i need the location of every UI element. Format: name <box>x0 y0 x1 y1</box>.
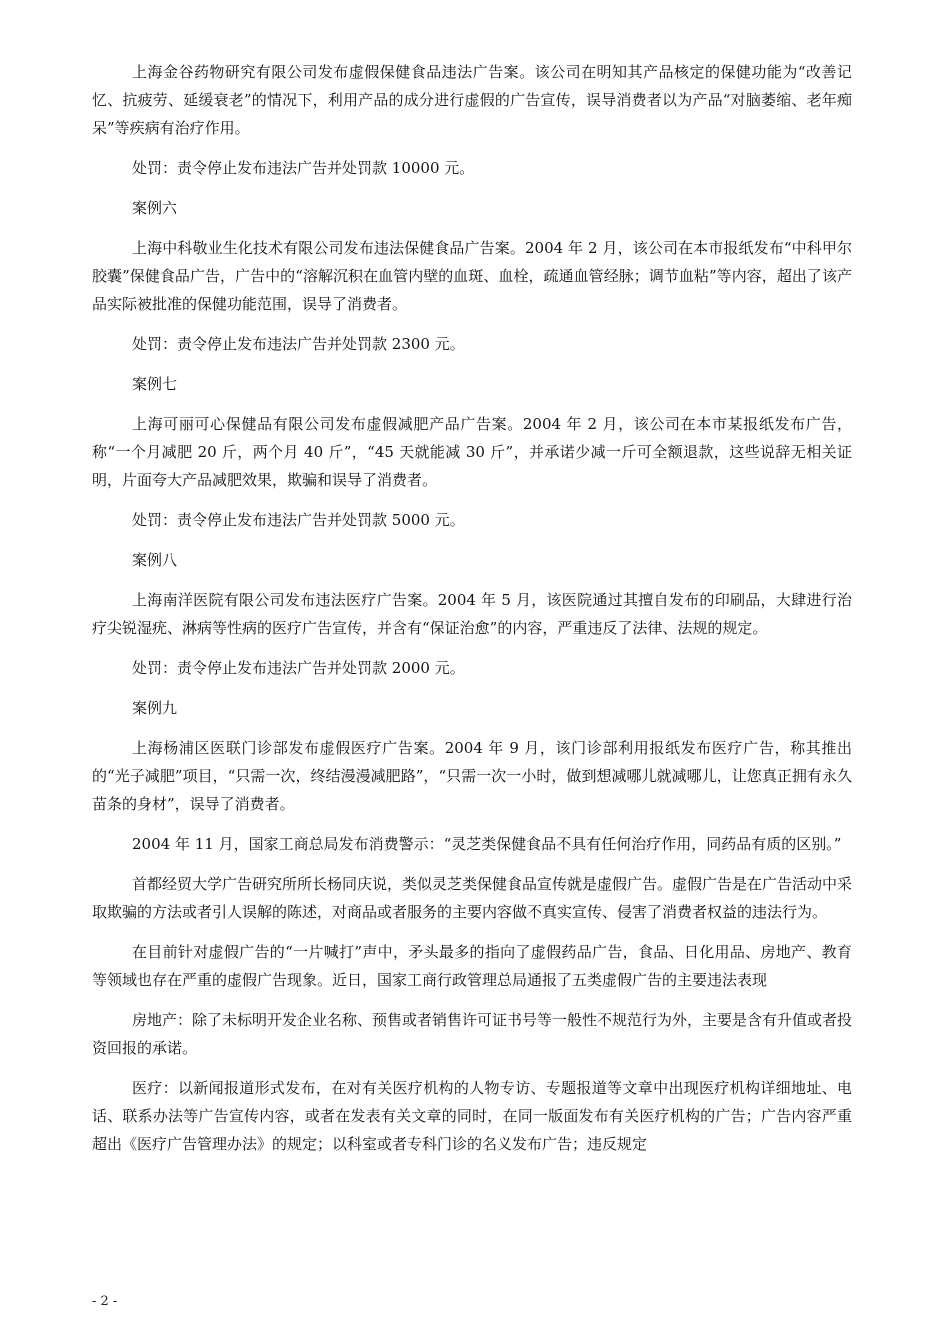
page-number: - 2 - <box>92 1294 118 1309</box>
case-seven-title: 案例七 <box>132 375 178 393</box>
paragraph-penalty-kelikexin: 处罚：责令停止发布违法广告并处罚款 5000 元。 <box>132 511 465 529</box>
paragraph-expert-comment: 首都经贸大学广告研究所所长杨同庆说，类似灵芝类保健食品宣传就是虚假广告。虚假广告是在广告活动中采取欺骗的方法或者引人误解的陈述，对商品或者服务的主要内容做不真实宣传、侵害了消费者权益的违法行为。 <box>92 875 853 921</box>
paragraph-consumer-warning: 2004 年 11 月，国家工商总局发布消费警示：“灵芝类保健食品不具有任何治疗作用，同药品有质的区别。” <box>132 835 842 853</box>
case-nine-title: 案例九 <box>132 699 178 717</box>
paragraph-kelikexin-case: 上海可丽可心保健品有限公司发布虚假减肥产品广告案。2004 年 2 月，该公司在本市某报纸发布广告，称“一个月减肥 20 斤，两个月 40 斤”，“45 天就能减 30 斤”，并承诺少减一斤可全额退款，这些说辞无相关证明，片面夸大产品减肥效果，欺骗和误导了消费者。 <box>92 415 852 489</box>
case-six-title: 案例六 <box>132 199 178 217</box>
paragraph-zhongke-case: 上海中科敬业生化技术有限公司发布违法保健食品广告案。2004 年 2 月，该公司在本市报纸发布“中科甲尔胶囊”保健食品广告，广告中的“溶解沉积在血管内壁的血斑、血栓，疏通血管经脉；调节血粘”等内容，超出了该产品实际被批准的保健功能范围，误导了消费者。 <box>92 239 852 313</box>
case-eight-title: 案例八 <box>132 551 178 569</box>
paragraph-real-estate: 房地产：除了未标明开发企业名称、预售或者销售许可证书号等一般性不规范行为外，主要是含有升值或者投资回报的承诺。 <box>92 1011 853 1057</box>
paragraph-penalty-jingu: 处罚：责令停止发布违法广告并处罚款 10000 元。 <box>132 159 475 177</box>
document-body <box>92 58 852 1170</box>
paragraph-nanyang-case: 上海南洋医院有限公司发布违法医疗广告案。2004 年 5 月，该医院通过其擅自发布的印刷品，大肆进行治疗尖锐湿疣、淋病等性病的医疗广告宣传，并含有“保证治愈”的内容，严重违反了法律、法规的规定。 <box>92 591 852 637</box>
paragraph-jingu-case: 上海金谷药物研究有限公司发布虚假保健食品违法广告案。该公司在明知其产品核定的保健功能为“改善记忆、抗疲劳、延缓衰老”的情况下，利用产品的成分进行虚假的广告宣传，误导消费者以为产品“对脑萎缩、老年痴呆”等疾病有治疗作用。 <box>92 63 852 137</box>
paragraph-penalty-zhongke: 处罚：责令停止发布违法广告并处罚款 2300 元。 <box>132 335 465 353</box>
paragraph-penalty-nanyang: 处罚：责令停止发布违法广告并处罚款 2000 元。 <box>132 659 465 677</box>
paragraph-yangpu-case: 上海杨浦区医联门诊部发布虚假医疗广告案。2004 年 9 月，该门诊部利用报纸发布医疗广告，称其推出的“光子减肥”项目，“只需一次，终结漫漫减肥路”，“只需一次一小时，做到想减哪儿就减哪儿，让您真正拥有永久苗条的身材”，误导了消费者。 <box>92 739 852 813</box>
paragraph-false-ad-fields: 在目前针对虚假广告的“一片喊打”声中，矛头最多的指向了虚假药品广告，食品、日化用品、房地产、教育等领域也存在严重的虚假广告现象。近日，国家工商行政管理总局通报了五类虚假广告的主要违法表现 <box>92 943 852 989</box>
paragraph-medical: 医疗：以新闻报道形式发布，在对有关医疗机构的人物专访、专题报道等文章中出现医疗机构详细地址、电话、联系办法等广告宣传内容，或者在发表有关文章的同时，在同一版面发布有关医疗机构的广告；广告内容严重超出《医疗广告管理办法》的规定；以科室或者专科门诊的名义发布广告；违反规定 <box>92 1079 852 1153</box>
